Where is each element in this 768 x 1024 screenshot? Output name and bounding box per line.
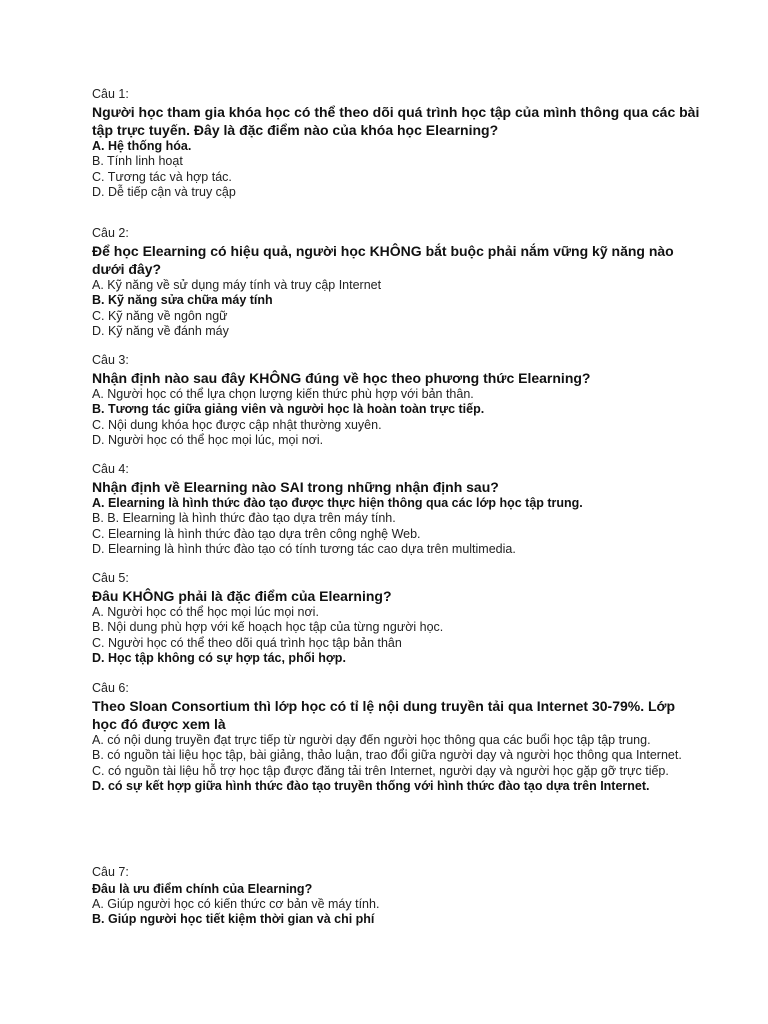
question-label: Câu 5: [92,571,129,585]
question-6 [92,681,702,795]
option-c: C. có nguồn tài liệu hỗ trợ học tập được đăng tải trên Internet, người dạy và người học gặp gỡ trực tiếp. [92,763,669,778]
question-text: Đâu là ưu điểm chính của Elearning? [92,882,313,896]
question-label: Câu 3: [92,353,129,367]
option-b: B. Kỹ năng sửa chữa máy tính [92,293,273,308]
option-a: A. Người học có thể lựa chọn lượng kiến thức phù hợp với bản thân. [92,387,474,401]
question-5 [92,571,702,667]
option-d: D. Kỹ năng về đánh máy [92,324,229,339]
option-d: D. Người học có thể học mọi lúc, mọi nơi. [92,433,324,448]
question-label: Câu 2: [92,226,129,240]
option-c: C. Kỹ năng về ngôn ngữ [92,308,228,323]
question-1 [92,87,702,201]
option-c: C. Nội dung khóa học được cập nhật thường xuyên. [92,417,382,432]
question-text: Nhận định về Elearning nào SAI trong những nhận định sau? [92,479,499,495]
option-a: A. Người học có thể học mọi lúc mọi nơi. [92,605,319,619]
question-text: Nhận định nào sau đây KHÔNG đúng về học theo phương thức Elearning? [92,370,591,386]
question-text: Để học Elearning có hiệu quả, người học KHÔNG bắt buộc phải nắm vững kỹ năng nào dưới đây? [92,243,674,277]
question-text: Đâu KHÔNG phải là đặc điểm của Elearning? [92,588,392,604]
option-a: A. có nội dung truyền đạt trực tiếp từ người dạy đến người học thông qua các buổi học tập tập trung. [92,733,651,747]
question-label: Câu 6: [92,681,129,695]
option-b: B. có nguồn tài liệu học tập, bài giảng, thảo luận, trao đổi giữa người dạy và người học thông qua Internet. [92,748,682,763]
option-c: C. Người học có thể theo dõi quá trình học tập bản thân [92,635,402,650]
question-label: Câu 4: [92,462,129,476]
question-3 [92,353,702,449]
option-a: A. Elearning là hình thức đào tạo được thực hiện thông qua các lớp học tập trung. [92,496,583,510]
question-7 [92,865,702,928]
option-b: B. Nội dung phù hợp với kế hoạch học tập của từng người học. [92,620,444,635]
question-text: Theo Sloan Consortium thì lớp học có tỉ lệ nội dung truyền tải qua Internet 30-79%. Lớp học đó được xem là [92,698,676,732]
option-b: B. Tương tác giữa giảng viên và người học là hoàn toàn trực tiếp. [92,402,485,417]
option-c: C. Elearning là hình thức đào tạo dựa trên công nghệ Web. [92,526,421,541]
option-a: A. Kỹ năng về sử dụng máy tính và truy cập Internet [92,278,382,292]
option-c: C. Tương tác và hợp tác. [92,169,232,184]
question-2 [92,226,702,340]
option-d: D. Elearning là hình thức đào tạo có tính tương tác cao dựa trên multimedia. [92,542,516,557]
question-text: Người học tham gia khóa học có thể theo dõi quá trình học tập của mình thông qua các bài tập trực tuyến. Đây là đặc điểm nào của khóa học Elearning? [92,104,700,138]
option-d: D. Dễ tiếp cận và truy cập [92,185,236,200]
option-b: B. Tính linh hoạt [92,154,183,169]
question-4 [92,462,702,558]
question-label: Câu 1: [92,87,129,101]
option-a: A. Hệ thống hóa. [92,139,192,153]
option-d: D. Học tập không có sự hợp tác, phối hợp. [92,651,346,666]
option-b: B. B. Elearning là hình thức đào tạo dựa trên máy tính. [92,511,396,526]
option-a: A. Giúp người học có kiến thức cơ bản về máy tính. [92,897,380,911]
question-label: Câu 7: [92,865,129,879]
option-d: D. có sự kết hợp giữa hình thức đào tạo truyền thống với hình thức đào tạo dựa trên Internet. [92,779,650,794]
option-b: B. Giúp người học tiết kiệm thời gian và chi phí [92,912,375,927]
